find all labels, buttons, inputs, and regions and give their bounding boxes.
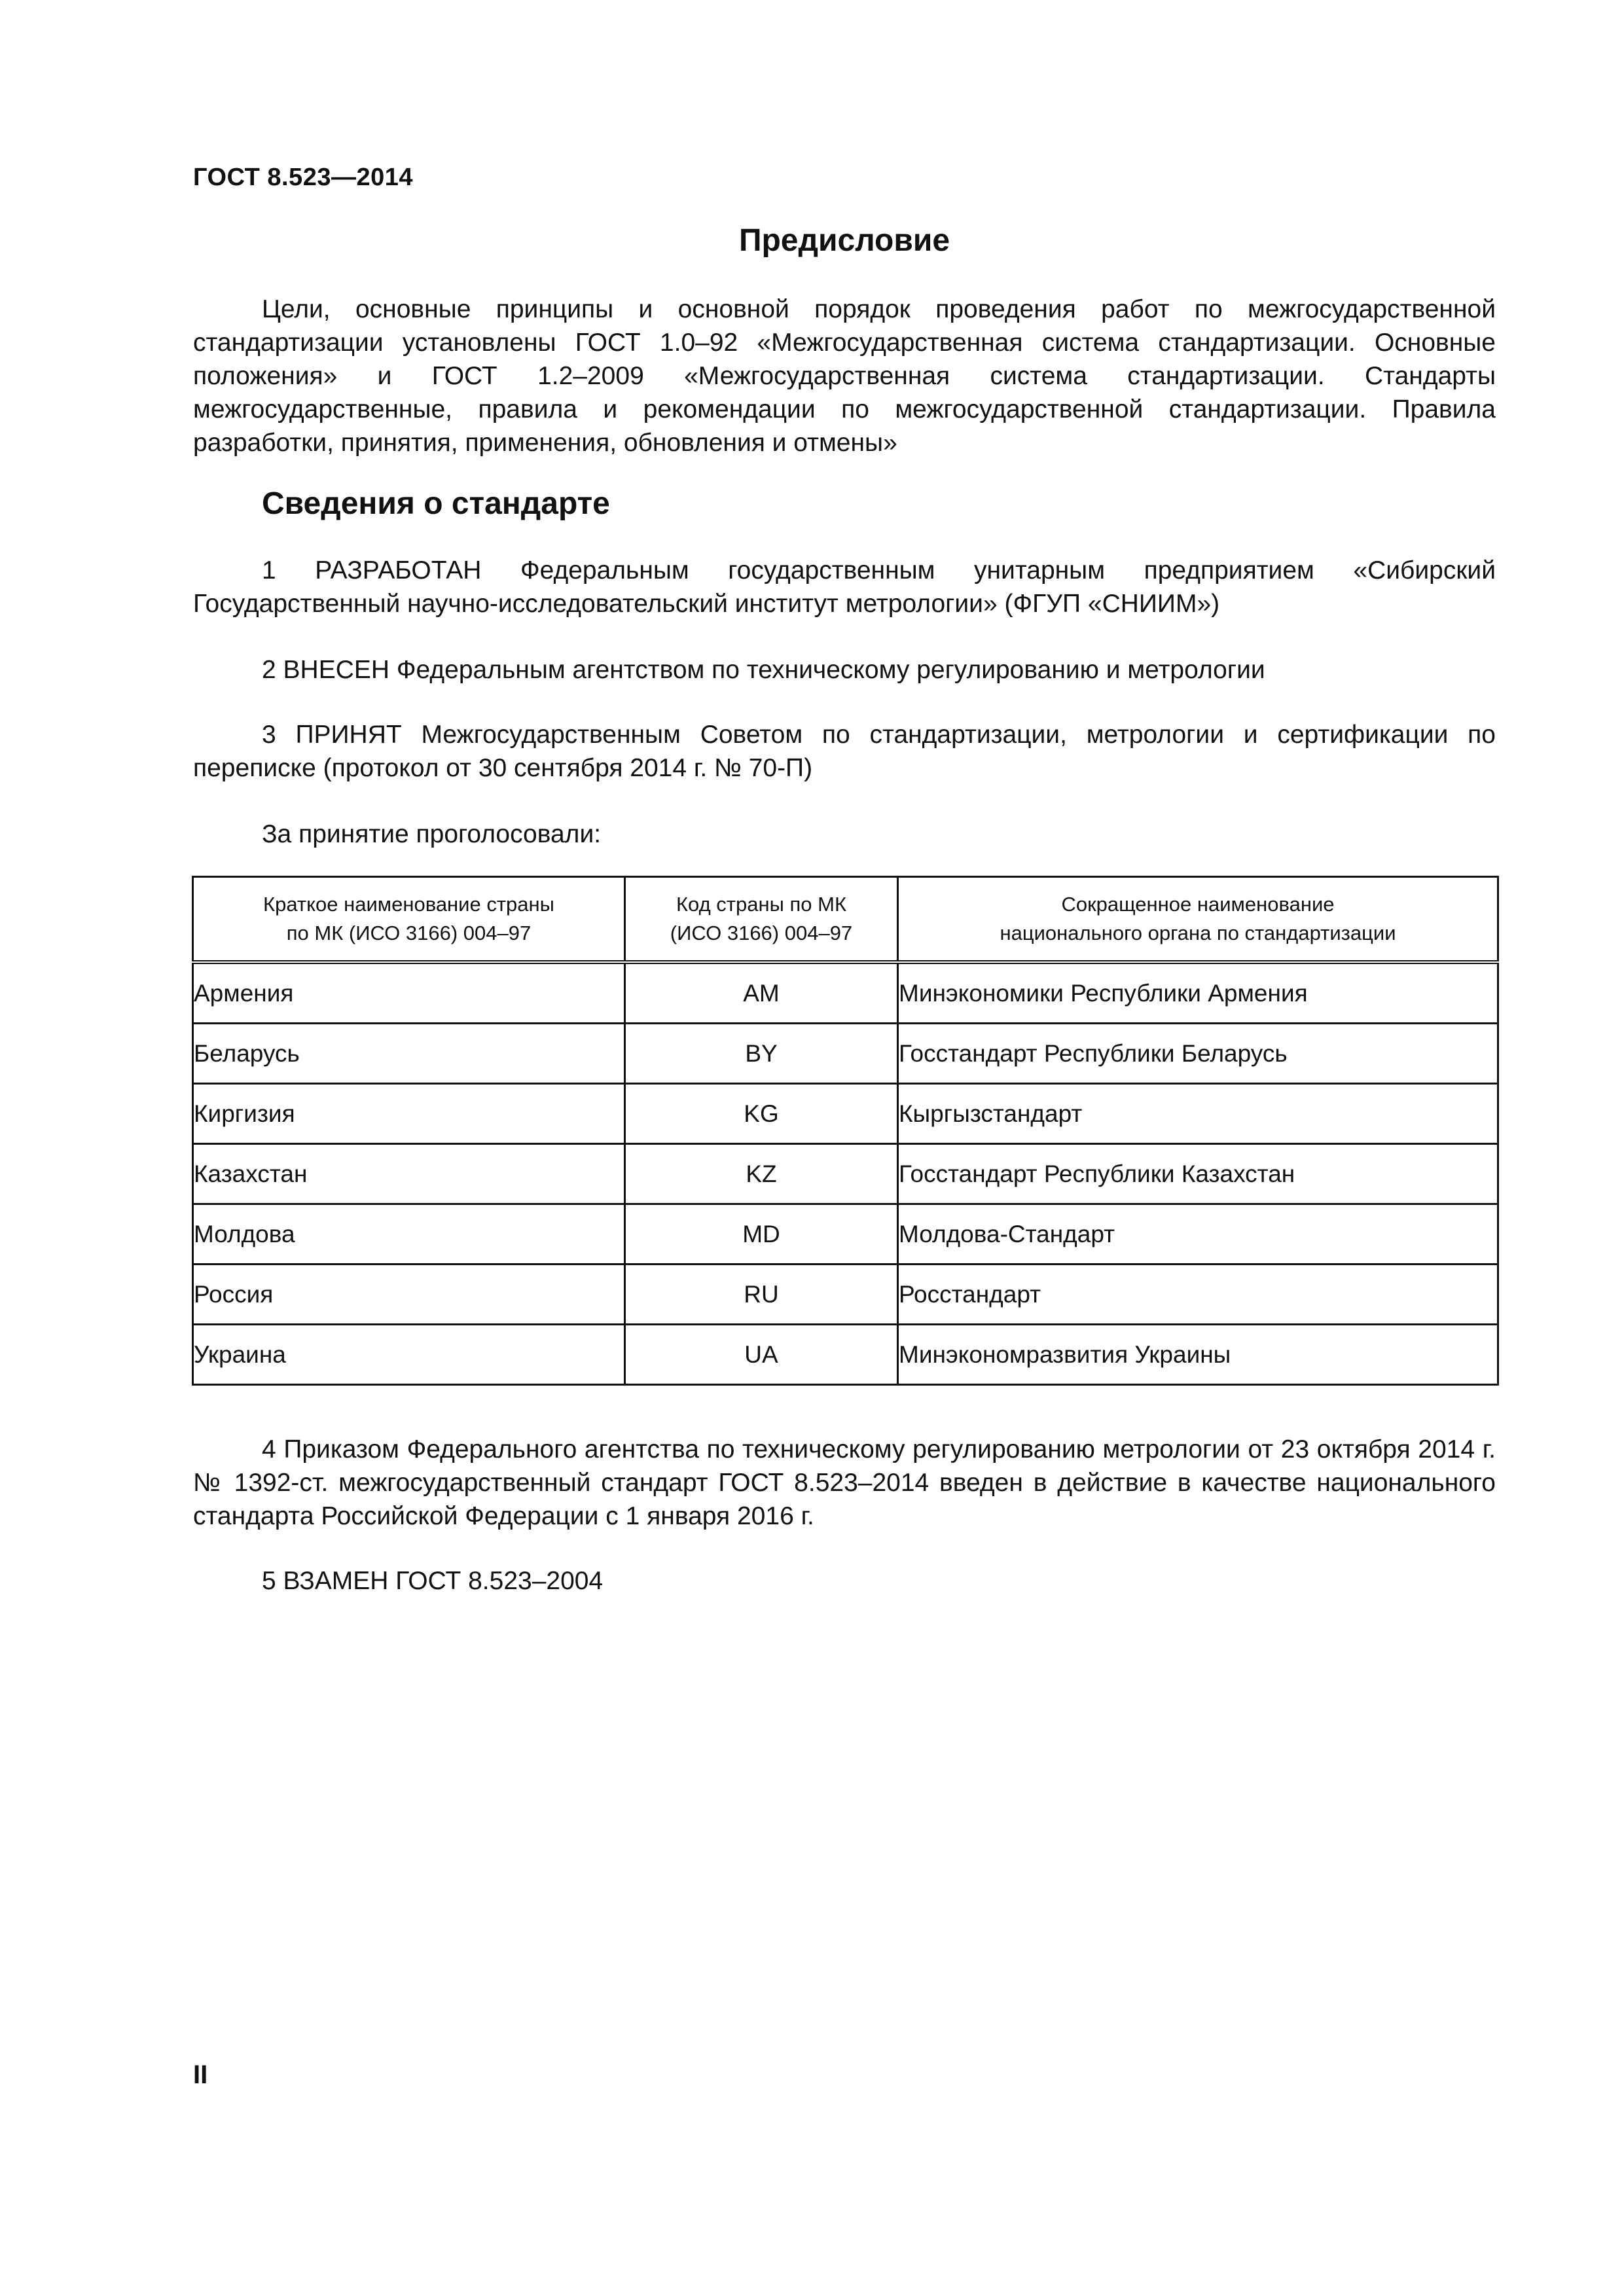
org-cell: Молдова-Стандарт: [898, 1204, 1498, 1265]
country-cell: Казахстан: [193, 1144, 625, 1204]
table-row: [193, 1144, 1498, 1204]
org-cell: Госстандарт Республики Казахстан: [898, 1144, 1498, 1204]
votes-table-header-row: [193, 877, 1498, 963]
code-cell: MD: [625, 1204, 898, 1265]
table-row: [193, 962, 1498, 1024]
org-cell: Кыргызстандарт: [898, 1084, 1498, 1144]
info-item-adopted: 3 ПРИНЯТ Межгосударственным Советом по стандартизации, метрологии и сертификации по переписке (протокол от 30 сентября 2014 г. № 70-П): [193, 721, 1496, 782]
org-cell: Госстандарт Республики Беларусь: [898, 1024, 1498, 1084]
code-cell: KZ: [625, 1144, 898, 1204]
header-org-line1: Сокращенное наименование: [1061, 893, 1335, 916]
foreword-title: Предисловие: [738, 223, 950, 258]
page-number: II: [193, 2060, 208, 2089]
country-cell: Армения: [193, 962, 625, 1024]
header-code: [625, 877, 898, 963]
info-item-order: 4 Приказом Федерального агентства по техническому регулированию метрологии от 23 октября 2014 г. № 1392-ст. межгосударственный стандарт ГОСТ 8.523–2014 введен в действие в качестве национального стандарта Российской Федерации с 1 января 2016 г.: [193, 1435, 1496, 1530]
table-row: [193, 1265, 1498, 1325]
info-item-replaces: 5 ВЗАМЕН ГОСТ 8.523–2004: [262, 1567, 604, 1595]
header-country: [193, 877, 625, 963]
org-cell: Минэкономики Республики Армения: [898, 962, 1498, 1024]
country-cell: Киргизия: [193, 1084, 625, 1144]
country-cell: Украина: [193, 1325, 625, 1385]
code-cell: UA: [625, 1325, 898, 1385]
header-org-line2: национального органа по стандартизации: [1000, 922, 1396, 944]
code-cell: BY: [625, 1024, 898, 1084]
header-code-line2: (ИСО 3166) 004–97: [670, 922, 853, 944]
header-country-line1: Краткое наименование страны: [263, 893, 554, 916]
code-cell: KG: [625, 1084, 898, 1144]
header-org: [898, 877, 1498, 963]
document-code: ГОСТ 8.523—2014: [193, 164, 413, 191]
header-country-line2: по МК (ИСО 3166) 004–97: [286, 922, 532, 944]
org-cell: Росстандарт: [898, 1265, 1498, 1325]
info-item-submitted: 2 ВНЕСЕН Федеральным агентством по техническому регулированию и метрологии: [262, 656, 1265, 684]
info-item-developed: 1 РАЗРАБОТАН Федеральным государственным унитарным предприятием «Сибирский Государственный научно-исследовательский институт метрологии» (ФГУП «СНИИМ»): [193, 556, 1496, 618]
code-cell: AM: [625, 962, 898, 1024]
table-row: [193, 1325, 1498, 1385]
country-cell: Беларусь: [193, 1024, 625, 1084]
country-cell: Россия: [193, 1265, 625, 1325]
code-cell: RU: [625, 1265, 898, 1325]
votes-table: [192, 876, 1499, 1386]
standard-info-title: Сведения о стандарте: [262, 486, 610, 521]
header-code-line1: Код страны по МК: [676, 893, 847, 916]
votes-intro: За принятие проголосовали:: [262, 820, 602, 848]
table-row: [193, 1204, 1498, 1265]
org-cell: Минэкономразвития Украины: [898, 1325, 1498, 1385]
table-row: [193, 1084, 1498, 1144]
table-row: [193, 1024, 1498, 1084]
country-cell: Молдова: [193, 1204, 625, 1265]
foreword-paragraph: Цели, основные принципы и основной порядок проведения работ по межгосударственной стандартизации установлены ГОСТ 1.0–92 «Межгосударственная система стандартизации. Основные положения» и ГОСТ 1.2–2009 «Межгосударственная система стандартизации. Стандарты межгосударственные, правила и рекомендации по межгосударственной стандартизации. Правила разработки, принятия, применения, обновления и отмены»: [193, 295, 1496, 457]
